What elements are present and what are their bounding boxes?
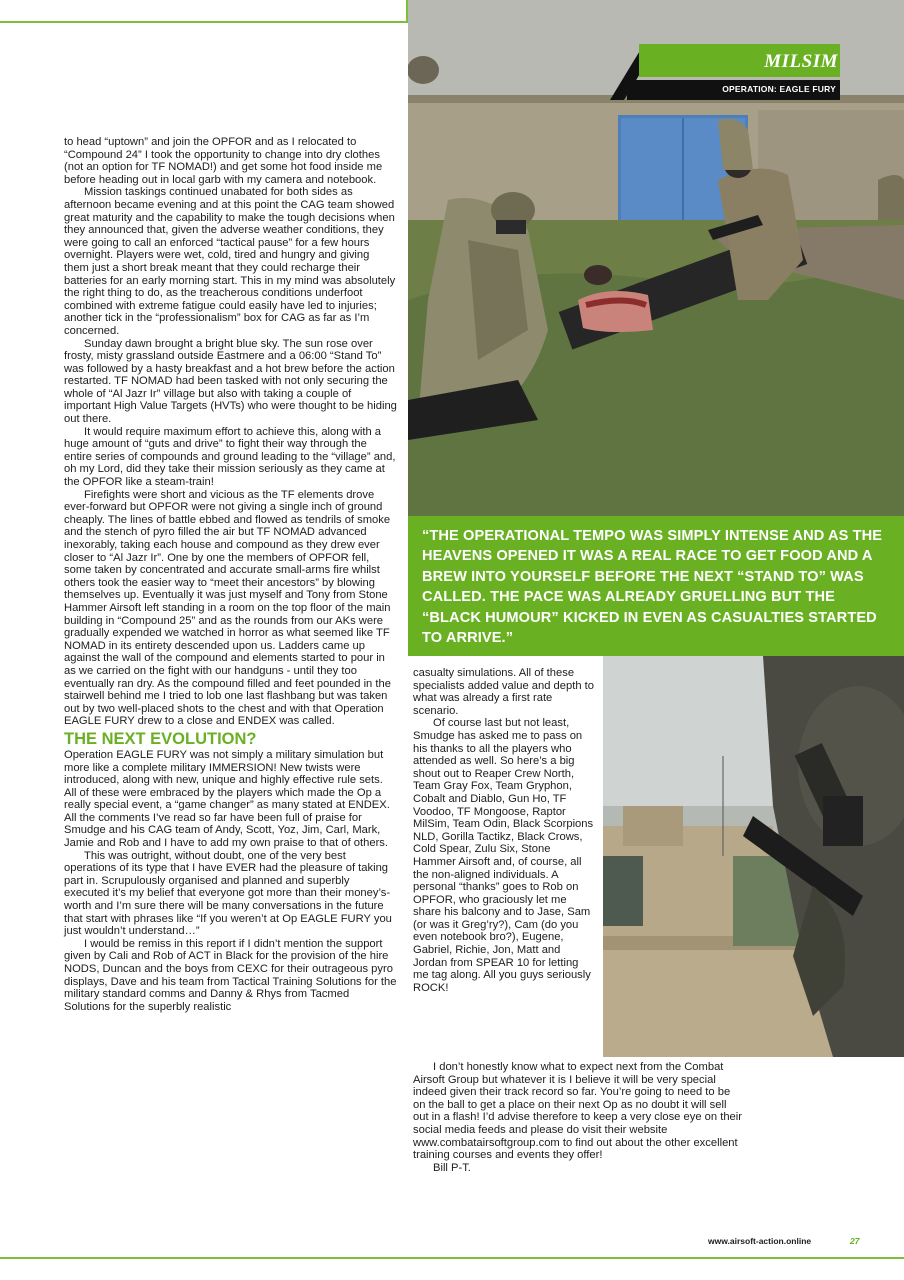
body-paragraph: Operation EAGLE FURY was not simply a military simulation but more like a complete military IMMERSION! New twists were introduced, along with new, unique and highly effective rule sets. All of these were embraced by the players which made the Op a really special event, a “game changer” as many stated at ENDEX. All the comments I’ve read so far have been full of praise for Smudge and his CAG team of Andy, Scott, Yoz, Jim, Carl, Mark, Jamie and Rob and I have to add my own praise to that of others. <box>64 748 390 850</box>
body-paragraph: I don’t honestly know what to expect next from the Combat Airsoft Group but whatever it is I believe it will be very special indeed given their track record so far. You’re going to need to be on the ball to get a place on their next Op as no doubt it will sell out in a flash! I’d advise therefore to keep a very close eye on their social media feeds and please do visit their website www.combatairsoftgroup.com to find out about the other excellent training courses and events they offer! <box>413 1061 742 1162</box>
body-paragraph: casualty simulations. All of these specialists added value and depth to what was already a first rate scenario. <box>413 667 594 717</box>
body-paragraph: It would require maximum effort to achieve this, along with a huge amount of “guts and drive” to fight their way through the entire series of compounds and ground leading to the “village” and, oh my Lord, did they take their mission seriously as they came at the OPFOR like a steam-train! <box>64 425 396 489</box>
body-paragraph: Sunday dawn brought a bright blue sky. The sun rose over frosty, misty grassland outside Eastmere and a 06:00 “Stand To” was followed by a hasty breakfast and a hot brew before the action restarted. TF NOMAD had been tasked with not only securing the whole of “Al Jazr Ir” village but also with taking a couple of important High Value Targets (HVTs) who were thought to be hiding out there. <box>64 337 397 426</box>
section-subtag-label: OPERATION: EAGLE FURY <box>722 84 836 94</box>
body-paragraph: to head “uptown” and join the OPFOR and as I relocated to “Compound 24” I took the opportunity to change into dry clothes (not an option for TF NOMAD!) and get some hot food inside me before heading out in local garb with my camera and notebook. <box>64 136 383 186</box>
pull-quote-text: “THE OPERATIONAL TEMPO WAS SIMPLY INTENSE AND AS THE HEAVENS OPENED IT WAS A REAL RACE TO GET FOOD AND A BREW INTO YOURSELF BEFORE THE NEXT “STAND TO” WAS CALLED. THE PACE WAS ALREADY GRUELLING BUT THE “BLACK HUMOUR” KICKED IN EVEN AS CASUALTIES STARTED TO ARRIVE.” <box>422 528 883 647</box>
pull-quote-box <box>408 516 904 656</box>
page-number: 27 <box>850 1236 860 1246</box>
footer-website-link[interactable]: www.airsoft-action.online <box>708 1236 812 1246</box>
body-paragraph: Of course last but not least, Smudge has asked me to pass on his thanks to all the players who attended as well. So here’s a big shout out to Reaper Crew North, Team Gray Fox, Team Gryphon, Cobalt and Diablo, Gun Ho, TF Voodoo, TF Mongoose, Raptor MilSim, Team Odin, Black Scorpions NLD, Gorilla Tactikz, Black Crows, Cold Spear, Zulu Six, Stone Hammer Airsoft and, of course, all the non-aligned individuals. A personal “thanks” goes to Rob on OPFOR, who graciously let me share his balcony and to Jase, Sam (or was it Greg’ry?), Cam (do you even notebook bro?), Eugene, Gabriel, Richie, Jon, Matt and Jordan from SPEAR 10 for letting me tag along. All you guys seriously ROCK! <box>413 717 594 994</box>
left-column <box>64 136 397 1013</box>
frame-top-rule <box>0 21 408 23</box>
body-paragraph: This was outright, without doubt, one of the very best operations of its type that I have EVER had the pleasure of taking part in. Scrupulously organised and planned and superbly executed it’s my belief that everyone got more than their money’s-worth and I’m sure there will be many conversations in the future that start with phrases like “If you weren’t at Op EAGLE FURY you just wouldn’t understand…” <box>64 849 392 938</box>
frame-bottom-rule <box>0 1257 904 1259</box>
body-paragraph: Firefights were short and vicious as the TF elements drove ever-forward but OPFOR were not giving a single inch of ground cheaply. The lines of battle ebbed and flowed as tendrils of smoke and the stench of pyro filled the air but TF NOMAD advanced inexorably, taking each house and compound as they drew ever closer to “Al Jazr Ir”. One by one the members of OPFOR fell, some taken by concentrated and accurate small-arms fire whilst others took the easier way to “meet their ancestors” by blowing themselves up. Eventually it was just myself and Tony from Stone Hammer Airsoft left standing in a room on the top floor of the main building in “Compound 25” and as the rounds from our AKs were gradually expended we watched in horror as what seemed like TF NOMAD in its entirety descended upon us. Ladders came up against the wall of the compound and elements started to pour in as we carried on the fight with our handguns - until they too eventually ran dry. As the compound filled and feet pounded in the stairwell behind me I tried to lob one last flashbang but was taken out by two well-placed shots to the chest and with that Operation EAGLE FURY drew to a close and ENDEX was called. <box>64 488 391 728</box>
right-column <box>413 667 596 994</box>
body-paragraph: Mission taskings continued unabated for both sides as afternoon became evening and at this point the CAG team showed great maturity and the capability to make the tough decisions when they announced that, given the adverse weather conditions, they were going to call an enforced “tactical pause” for a few hours overnight. Players were wet, cold, tired and hungry and giving them just a short break meant that they could recharge their batteries for an early morning start. This in my mind was absolutely the right thing to do, as the treacherous conditions underfoot combined with extreme fatigue could easily have led to injuries; another tick in the “professionalism” box for CAG as far as I’m concerned. <box>64 186 396 337</box>
body-paragraph: I would be remiss in this report if I didn’t mention the support given by Cali and Rob of ACT in Black for the provision of the hire NODS, Duncan and the boys from CEXC for their outrageous pyro displays, Dave and his team from Tactical Training Solutions for the military standard comms and Danny & Rhys from Tacmed Solutions for the superbly realistic <box>64 937 397 1013</box>
section-tag-box <box>639 44 840 77</box>
section-subtag-box <box>627 80 840 100</box>
section-tag-label: MILSIM <box>764 51 838 72</box>
section-heading: THE NEXT EVOLUTION? <box>64 729 257 748</box>
right-column-wide <box>413 1061 743 1174</box>
author-signature: Bill P-T. <box>433 1161 471 1174</box>
compound-overwatch-photo <box>603 656 904 1057</box>
